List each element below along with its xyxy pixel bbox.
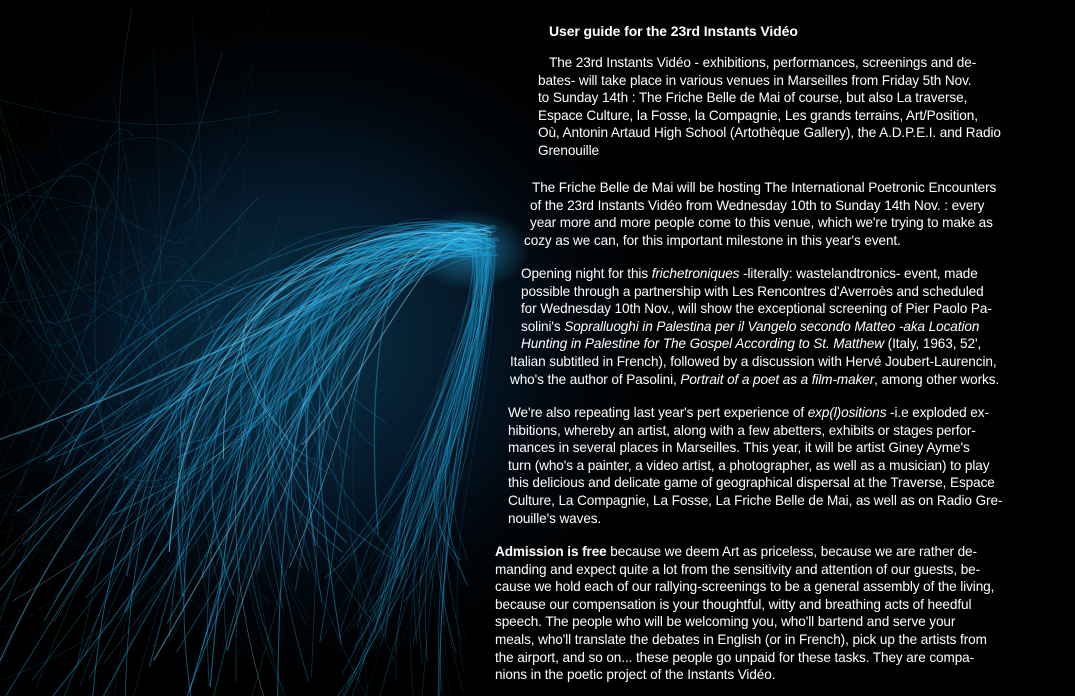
text-run: -i.e exploded ex- xyxy=(886,405,989,420)
paragraph-friche xyxy=(524,179,1034,249)
text-line: Grenouille xyxy=(538,142,599,158)
term-frichetroniques: frichetroniques xyxy=(651,266,740,281)
admission-free-heading: Admission is free xyxy=(495,544,607,559)
film-title: Sopralluoghi in Palestina per il Vangelo secondo Matteo -aka Location xyxy=(564,318,980,334)
text-line: bates- will take place in various venues in Marseilles from Friday 5th Nov. xyxy=(538,72,972,88)
text-line: this delicious and delicate game of geographical dispersal at the Traverse, Espace xyxy=(508,475,995,491)
text-line: because our compensation is your thoughtful, witty and breathing acts of heedful xyxy=(495,596,972,612)
text-line: Où, Antonin Artaud High School (Artothèque Gallery), the A.D.P.E.I. and Radio xyxy=(538,125,1001,141)
text-line: The Friche Belle de Mai will be hosting The International Poetronic Encounters xyxy=(532,180,997,195)
book-title: Portrait of a poet as a film-maker xyxy=(680,371,875,387)
text-line: Italian subtitled in French), followed by a discussion with Hervé Joubert-Laurencin, xyxy=(510,353,997,369)
fiber-strand xyxy=(0,281,271,604)
text-run: because we deem Art as priceless, because we are rather de- xyxy=(606,544,977,559)
text-line: cause we hold each of our rallying-screenings to be a general assembly of the living, xyxy=(495,579,995,595)
text-line: nions in the poetic project of the Instants Vidéo. xyxy=(495,667,776,683)
fiber-strand xyxy=(0,350,263,684)
text-run: solini's xyxy=(521,318,565,334)
film-title-english: Hunting in Palestine for The Gospel According to St. Matthew xyxy=(521,336,884,352)
fiber-strand xyxy=(32,247,481,681)
text-line: Espace Culture, la Fosse, la Compagnie, Les grands terrains, Art/Position, xyxy=(538,107,978,123)
text-line: nouille's waves. xyxy=(508,510,602,526)
text-line: of the 23rd Instants Vidéo from Wednesday 10th to Sunday 14th Nov. : every xyxy=(530,197,985,213)
text-line: year more and more people come to this venue, which we're trying to make as xyxy=(530,215,993,231)
text-run: , among other works. xyxy=(874,371,1000,387)
paragraph-opening-night xyxy=(510,265,1034,388)
text-line: Culture, La Compagnie, La Fosse, La Friche Belle de Mai, as well as on Radio Gre- xyxy=(508,492,1003,508)
text-line: mances in several places in Marseilles. This year, it will be artist Giney Ayme's xyxy=(508,440,970,456)
fiber-strand xyxy=(421,239,480,696)
text-line: cozy as we can, for this important milestone in this year's event. xyxy=(524,232,901,248)
fiber-strand xyxy=(0,232,198,470)
text-line: possible through a partnership with Les Rencontres d'Averroès and scheduled xyxy=(521,283,984,299)
paragraph-venues xyxy=(538,54,1035,160)
term-explositions: exp(l)ositions xyxy=(807,405,887,420)
text-run: who's the author of Pasolini, xyxy=(510,371,681,387)
text-run: (Italy, 1963, 52', xyxy=(883,336,982,352)
paragraph-admission xyxy=(495,543,1034,684)
fiber-bundle xyxy=(0,6,499,696)
text-line: The 23rd Instants Vidéo - exhibitions, performances, screenings and de- xyxy=(549,55,977,70)
fiber-strand xyxy=(0,488,184,688)
text-line: to Sunday 14th : The Friche Belle de Mai of course, but also La traverse, xyxy=(538,90,968,106)
text-line: turn (who's a painter, a video artist, a photographer, as well as a musician) to play xyxy=(508,457,990,473)
text-line: hibitions, whereby an artist, along with a few abetters, exhibits or stages perfor- xyxy=(508,422,976,438)
text-line xyxy=(495,543,1034,561)
text-line: speech. The people who will be welcoming you, who'll bartend and serve your xyxy=(495,614,956,630)
text-line: manding and expect quite a lot from the sensitivity and attention of our guests, be- xyxy=(495,561,981,577)
text-line: meals, who'll translate the debates in English (or in French), pick up the artists from xyxy=(495,631,987,647)
fiber-strand xyxy=(207,228,497,687)
fiber-strand xyxy=(0,23,164,405)
text-run: We're also repeating last year's pert experience of xyxy=(508,405,808,420)
text-line xyxy=(510,318,1034,336)
page-title: User guide for the 23rd Instants Vidéo xyxy=(549,23,798,39)
text-line xyxy=(510,265,1034,283)
fiber-strand xyxy=(0,144,245,304)
article xyxy=(492,0,1036,696)
text-line: for Wednesday 10th Nov., will show the exceptional screening of Pier Paolo Pa- xyxy=(521,301,992,317)
text-run: Opening night for this xyxy=(521,266,652,281)
text-line xyxy=(510,371,1034,389)
text-line xyxy=(510,335,1034,353)
fiber-strand xyxy=(0,228,490,564)
text-line xyxy=(505,404,1034,422)
fiber-strand xyxy=(327,235,481,662)
paragraph-explositions xyxy=(505,404,1034,527)
text-run: -literally: wastelandtronics- event, made xyxy=(739,266,978,281)
fiber-strand xyxy=(0,75,265,447)
fiber-strand xyxy=(0,103,133,324)
text-line: the airport, and so on... these people go unpaid for these tasks. They are compa- xyxy=(495,649,975,665)
fiber-strand xyxy=(0,233,202,418)
fiber-strand xyxy=(0,51,223,383)
